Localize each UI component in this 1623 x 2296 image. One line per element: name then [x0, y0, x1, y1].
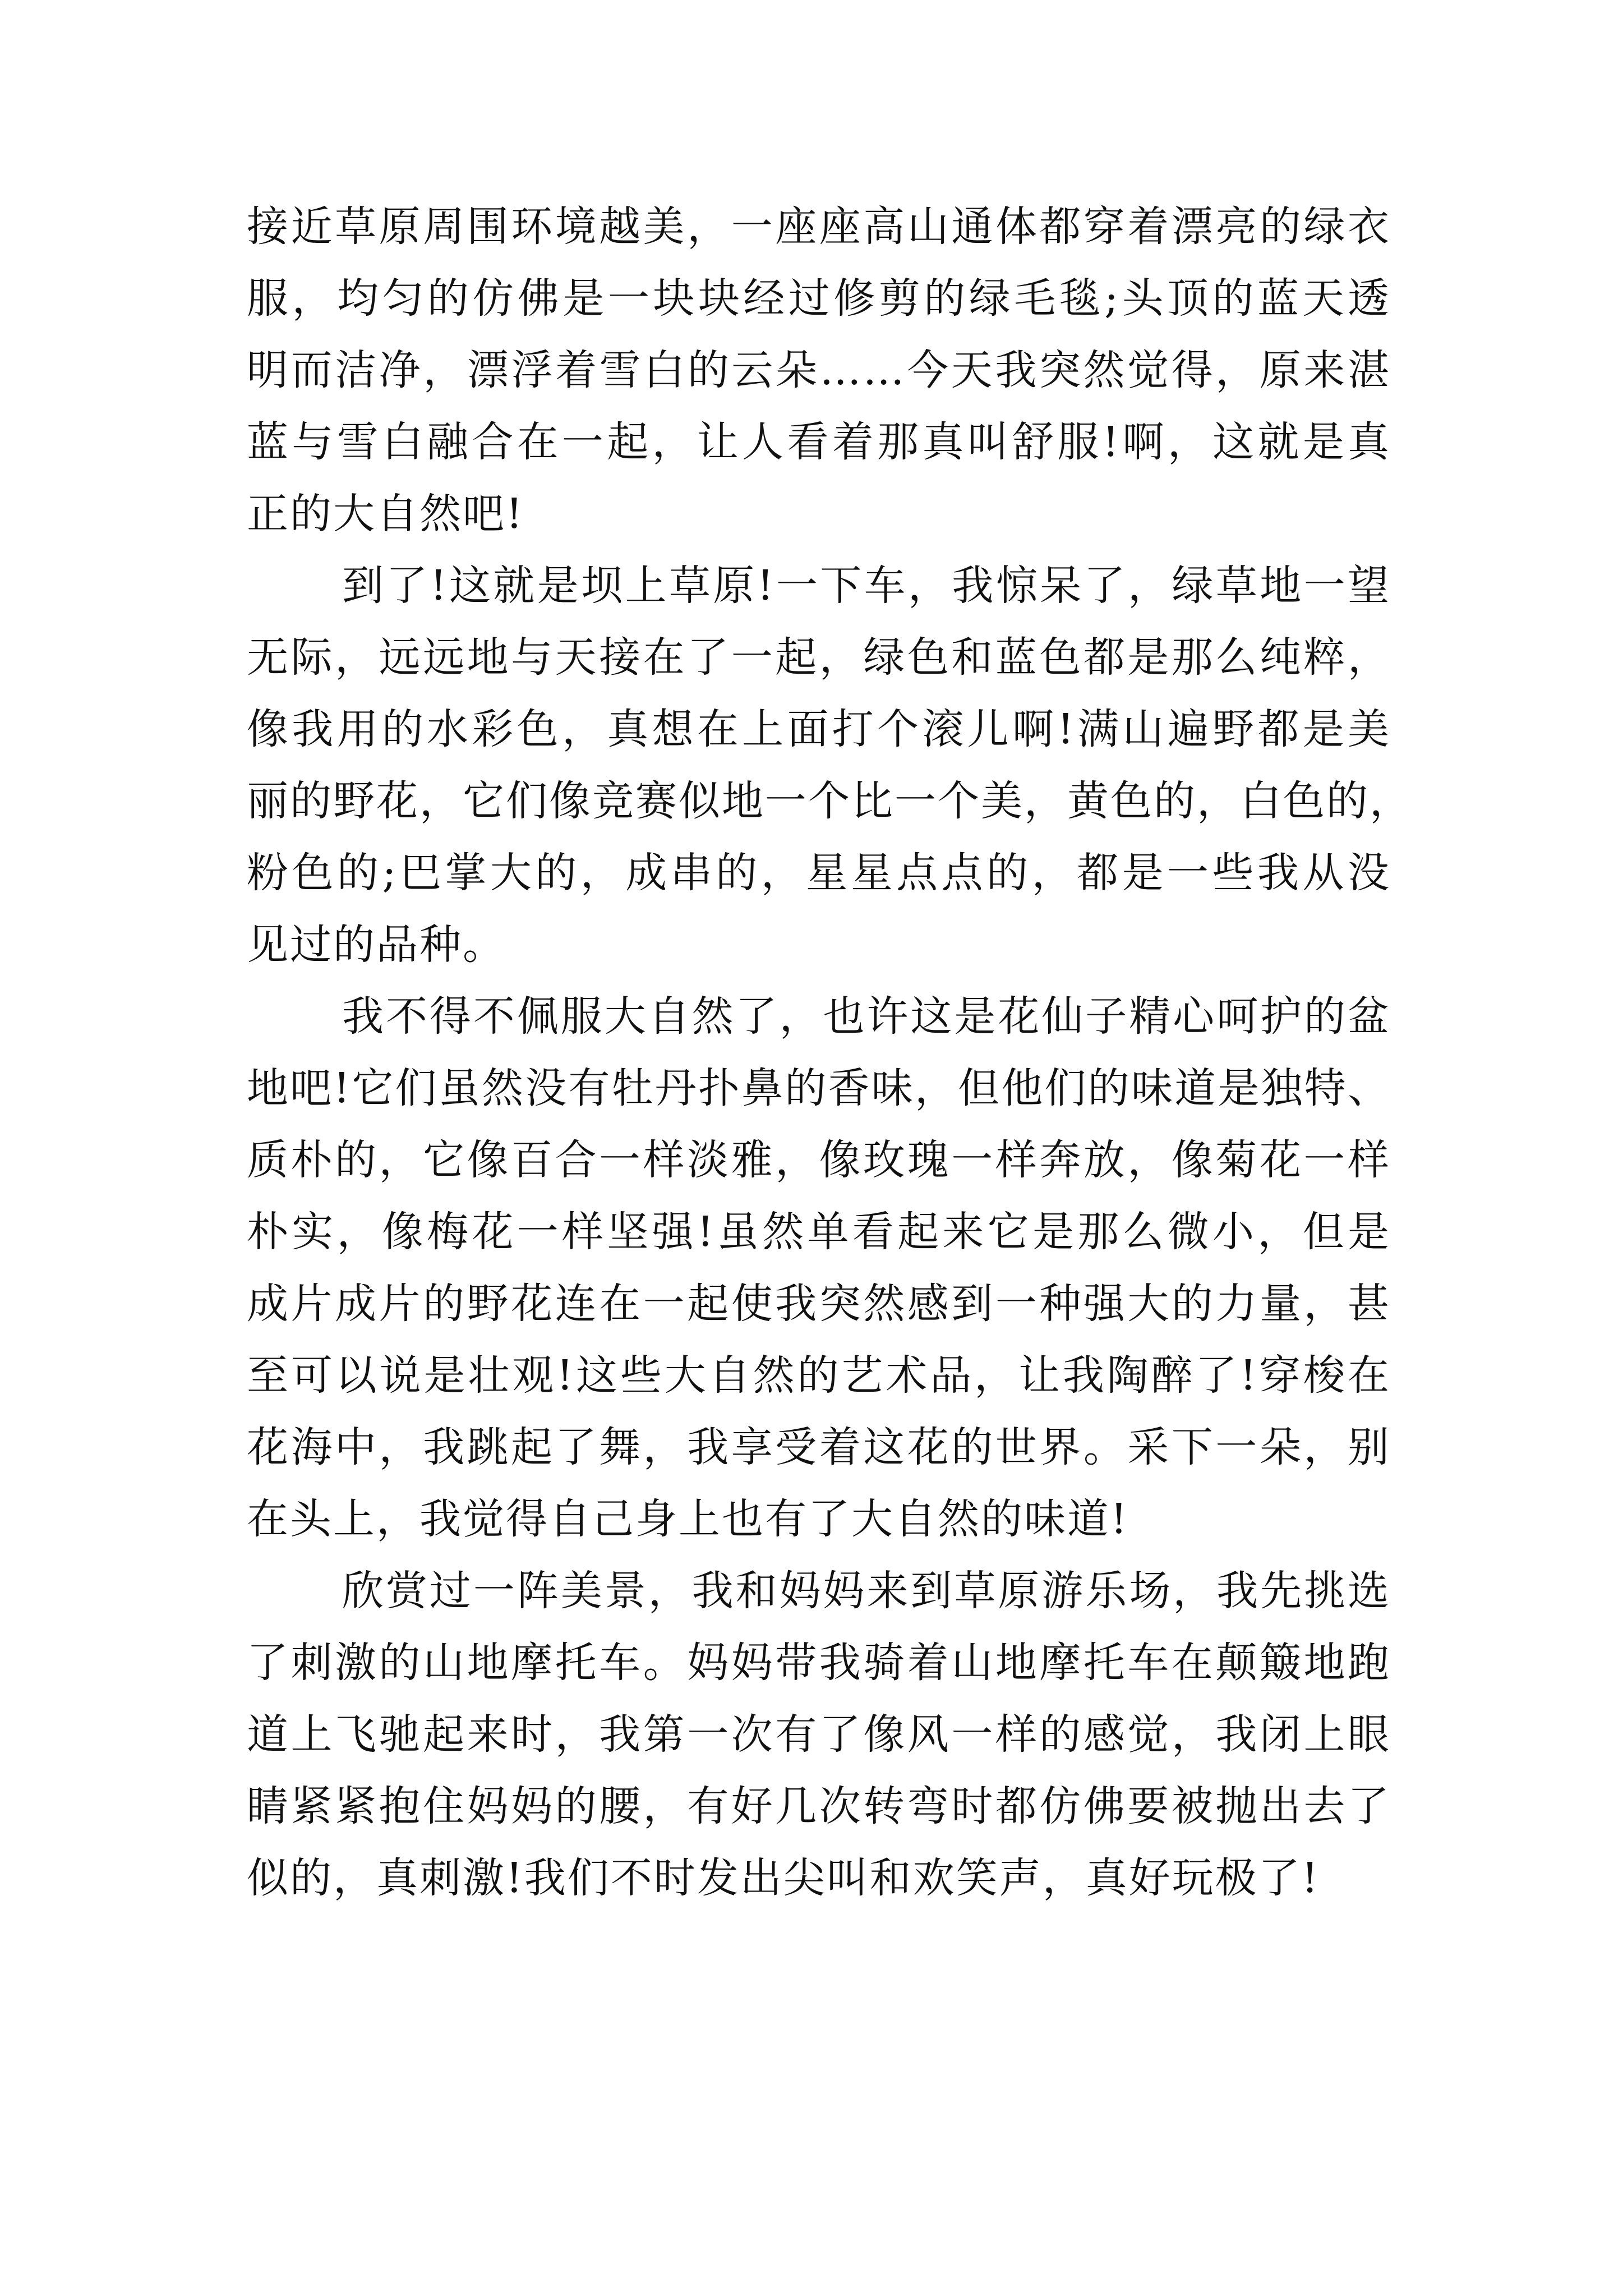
- text-line: 见过的品种。: [247, 921, 506, 969]
- text-line: 欣赏过一阵美景，我和妈妈来到草原游乐场，我先挑选: [342, 1567, 1391, 1615]
- text-line: 在头上，我觉得自己身上也有了大自然的味道!: [247, 1495, 1129, 1543]
- text-line: 至可以说是壮观!这些大自然的艺术品，让我陶醉了!穿梭在: [247, 1351, 1391, 1400]
- text-line: 丽的野花，它们像竞赛似地一个比一个美，黄色的，白色的，: [247, 777, 1413, 825]
- paragraph-1: [247, 191, 1391, 550]
- text-line: 像我用的水彩色，真想在上面打个滚儿啊!满山遍野都是美: [247, 705, 1391, 753]
- text-line: 服，均匀的仿佛是一块块经过修剪的绿毛毯;头顶的蓝天透: [247, 274, 1391, 323]
- text-line: 成片成片的野花连在一起使我突然感到一种强大的力量，甚: [247, 1280, 1391, 1328]
- text-line: 正的大自然吧!: [247, 490, 524, 538]
- essay-body: [247, 191, 1413, 1914]
- text-line: 蓝与雪白融合在一起，让人看着那真叫舒服!啊，这就是真: [247, 418, 1391, 466]
- text-line: 到了!这就是坝上草原!一下车，我惊呆了，绿草地一望: [342, 562, 1391, 610]
- text-line: 无际，远远地与天接在了一起，绿色和蓝色都是那么纯粹，: [247, 633, 1391, 682]
- paragraph-3: [247, 981, 1391, 1555]
- text-line: 我不得不佩服大自然了，也许这是花仙子精心呵护的盆: [342, 992, 1391, 1041]
- text-line: 了刺激的山地摩托车。妈妈带我骑着山地摩托车在颠簸地跑: [247, 1639, 1391, 1687]
- paragraph-2: [247, 550, 1413, 981]
- text-line: 质朴的，它像百合一样淡雅，像玫瑰一样奔放，像菊花一样: [247, 1136, 1391, 1184]
- text-line: 接近草原周围环境越美，一座座高山通体都穿着漂亮的绿衣: [247, 203, 1391, 251]
- text-line: 似的，真刺激!我们不时发出尖叫和欢笑声，真好玩极了!: [247, 1854, 1320, 1902]
- text-line: 明而洁净，漂浮着雪白的云朵……今天我突然觉得，原来湛: [247, 346, 1391, 394]
- text-line: 花海中，我跳起了舞，我享受着这花的世界。采下一朵，别: [247, 1423, 1391, 1471]
- text-line: 朴实，像梅花一样坚强!虽然单看起来它是那么微小，但是: [247, 1208, 1391, 1256]
- text-line: 道上飞驰起来时，我第一次有了像风一样的感觉，我闭上眼: [247, 1710, 1391, 1759]
- paragraph-4: [247, 1555, 1391, 1914]
- text-line: 粉色的;巴掌大的，成串的，星星点点的，都是一些我从没: [247, 849, 1391, 897]
- text-line: 睛紧紧抱住妈妈的腰，有好几次转弯时都仿佛要被抛出去了: [247, 1782, 1391, 1830]
- text-line: 地吧!它们虽然没有牡丹扑鼻的香味，但他们的味道是独特、: [247, 1064, 1391, 1112]
